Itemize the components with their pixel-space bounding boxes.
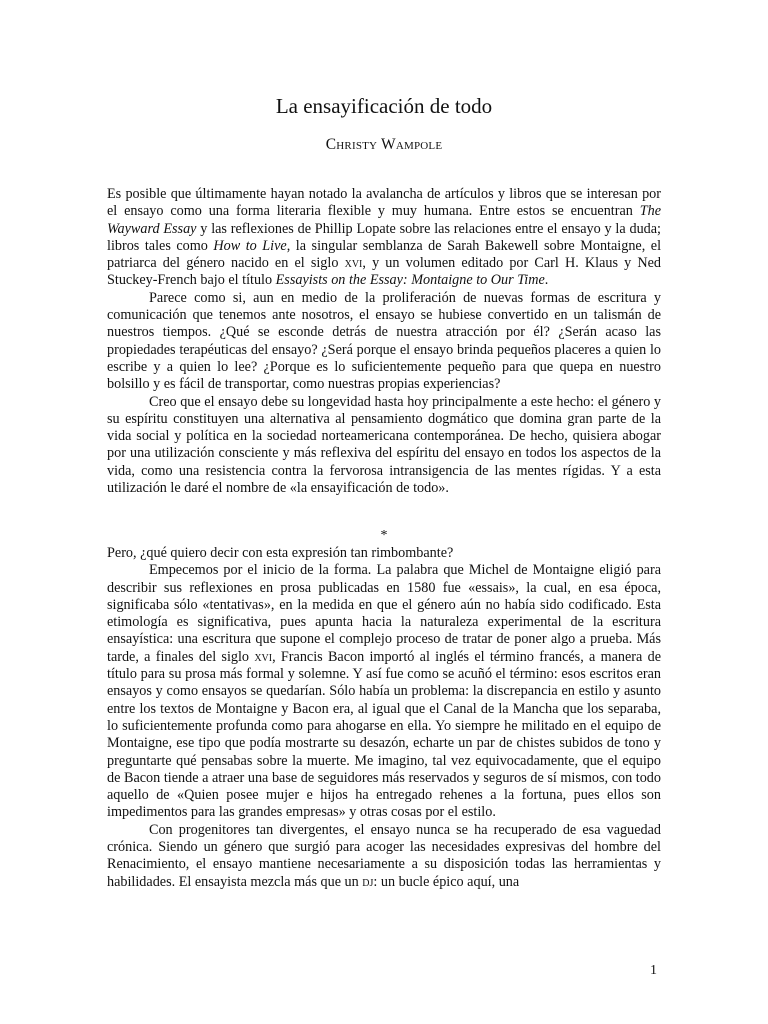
dj-abbreviation: dj — [362, 873, 374, 890]
paragraph-1-text-e: , la singular semblanza de Sarah Bakewell sobre Montaigne, el patriarca del género nacido en el siglo — [107, 237, 662, 272]
paragraph-1-text-g: , y un volumen editado por Carl H. Klaus y Ned Stuckey-French bajo el título — [107, 255, 661, 289]
page-number: 1 — [650, 963, 657, 978]
section-separator: * — [380, 528, 388, 543]
document-title: La ensayificación de todo — [275, 94, 493, 118]
century-numeral: xvi — [344, 255, 363, 272]
paragraph-1 — [107, 186, 661, 290]
paragraph-6-text-c: : un bucle épico aquí, una — [373, 873, 520, 890]
paragraph-5-text-a: Empecemos por el inicio de la forma. La palabra que Michel de Montaigne eligió para describir sus reflexiones en prosa publicadas en 1580 fue «essais», la cual, en esa época, significaba sólo «tentativas», en la medida en que el género aún no había sido codificado. Esta etimología es significativa, pues apunta hacia la naturaleza experimental de la escritura ensayística: una escritura que supone el complejo proceso de tratar de poner algo a prueba. Más tarde, a finales del siglo — [107, 562, 661, 665]
paragraph-1-text-c: y las reflexiones de Phillip Lopate sobre las relaciones entre el ensayo y la duda; libros tales como — [107, 220, 661, 254]
book-title-how-to-live: How to Live — [213, 237, 287, 254]
century-numeral: xvi — [254, 648, 273, 665]
body-section-2 — [107, 545, 661, 891]
book-title-wayward-essay: The Wayward Essay — [107, 203, 661, 237]
paragraph-2: Parece como si, aun en medio de la proliferación de nuevas formas de escritura y comunicación que tenemos ante nosotros, el ensayo se hubiese convertido en un talismán de nuestros tiempos. ¿Qué se esconde detrás de nuestra atracción por él? ¿Serán acaso las propiedades terapéuticas del ensayo? ¿Será porque el ensayo brinda pequeños placeres a quien lo escribe y a quien lo lee? ¿Porque es lo suficientemente pequeño para que quepa en nuestro bolsillo y es fácil de transportar, como nuestras propias experiencias? — [107, 289, 661, 393]
paragraph-1-text-i: . — [544, 272, 549, 289]
document-author: Christy Wampole — [325, 136, 443, 153]
paragraph-3: Creo que el ensayo debe su longevidad hasta hoy principalmente a este hecho: el género y su espíritu constituyen una alternativa al pensamiento dogmático que domina gran parte de la vida social y política en la sociedad norteamericana contemporánea. De hecho, quisiera abogar por una utilización consciente y más reflexiva del espíritu del ensayo en todos los aspectos de la vida, como una resistencia contra la fervorosa intransigencia de las mentes rígidas. Y a esta utilización le daré el nombre de «la ensayificación de todo». — [107, 393, 661, 497]
paragraph-5-text-c: , Francis Bacon importó al inglés el término francés, a manera de título para su prosa más formal y solemne. Y así fue como se acuñó el término: esos escritos eran ensayos y como ensayos se quedarían. Sólo había un problema: la discrepancia en estilo y asunto entre los textos de Montaigne y Bacon era, al igual que el Canal de la Mancha que los separaba, lo suficientemente profunda como para ahogarse en ella. Yo siempre he militado en el equipo de Montaigne, ese tipo que podía mostrarte su desazón, echarte un par de chistes subidos de tono y preguntarte qué pensabas sobre la muerte. Me imagino, tal vez equivocadamente, que el equipo de Bacon tiende a atraer una base de seguidores más reservados y seguros de sí mismos, con todo aquello de «Quien posee mujer e hijos ha entregado rehenes a la fortuna, pues ellos son impedimentos para las grandes empresas» y otras cosas por el estilo. — [107, 648, 661, 821]
body-section-1 — [107, 186, 661, 497]
book-title-essayists-on-the-essay: Essayists on the Essay: Montaigne to Our Time — [275, 272, 545, 289]
paragraph-6 — [107, 822, 661, 891]
paragraph-5 — [107, 562, 661, 821]
paragraph-6-text-a: Con progenitores tan divergentes, el ensayo nunca se ha recuperado de esa vaguedad crónica. Siendo un género que surgió para acoger las necesidades expresivas del hombre del Renacimiento, el ensayo mantiene necesariamente a su disposición todas las herramientas y habilidades. El ensayista mezcla más que un — [107, 821, 661, 890]
paragraph-4: Pero, ¿qué quiero decir con esta expresión tan rimbombante? — [107, 545, 454, 561]
paragraph-1-text-a: Es posible que últimamente hayan notado la avalancha de artículos y libros que se interesan por el ensayo como una forma literaria flexible y muy humana. Entre estos se encuentran — [107, 186, 661, 220]
